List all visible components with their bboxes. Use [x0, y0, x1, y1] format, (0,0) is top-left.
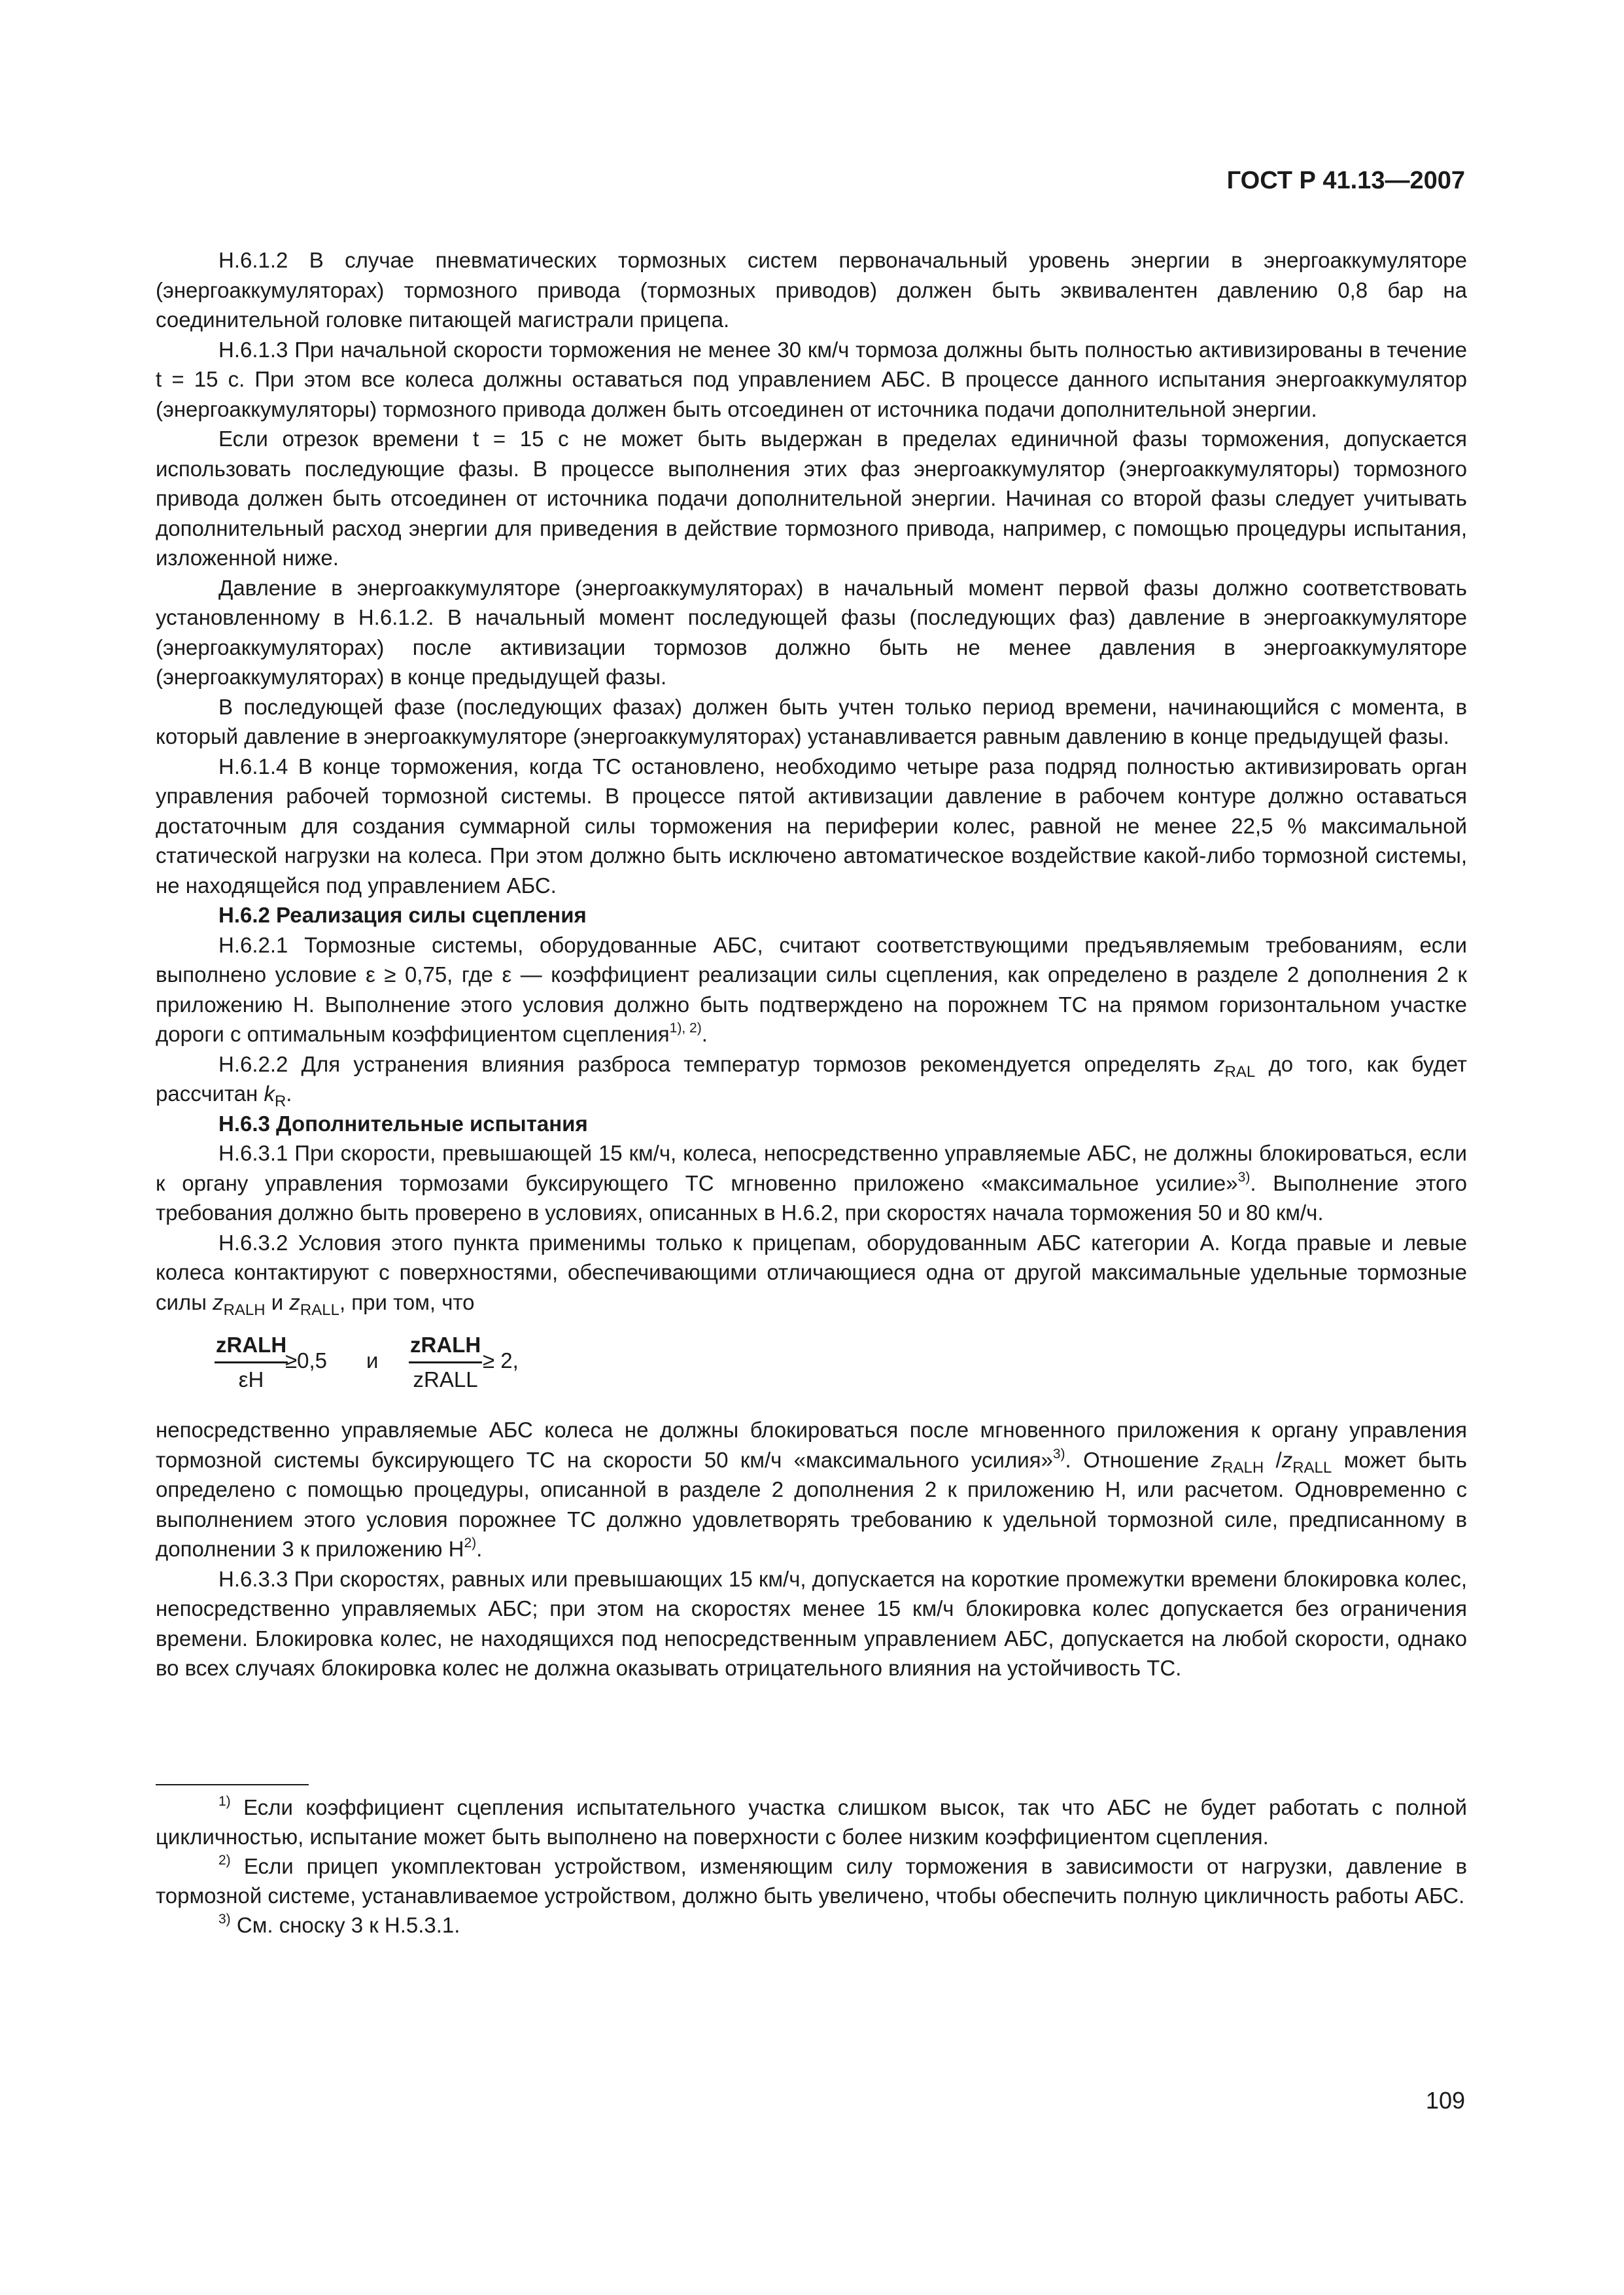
footnote-2 [156, 1851, 1467, 1910]
paragraph-pressure: Давление в энергоаккумуляторе (энергоаккумуляторах) в начальный момент первой фазы должно соответствовать установленному в Н.6.1.2. В начальный момент последующей фазы (последующих фаз) давление в энергоаккумуляторе (энергоаккумуляторах) после активизации тормозов должно быть не менее давления в энергоаккумуляторе (энергоаккумуляторах) в конце предыдущей фазы. [156, 575, 1467, 689]
h622-text-b: до того, как будет рассчитан [156, 1051, 1467, 1106]
var-k: k [264, 1081, 275, 1106]
paragraph-h613: Н.6.1.3 При начальной скорости торможения не менее 30 км/ч тормоза должны быть полностью активизированы в течение t = 15 с. При этом все колеса должны оставаться под управлением АБС. В процессе данного испытания энергоаккумулятор (энергоаккумуляторы) тормозного привода должен быть отсоединен от источника подачи дополнительной энергии. [156, 337, 1467, 421]
h622-text-a: Н.6.2.2 Для устранения влияния разброса температур тормозов рекомендуется определять [218, 1051, 1215, 1076]
var-z: z [1211, 1447, 1222, 1472]
footnote-1 [156, 1793, 1467, 1851]
sub-ralh: RALH [1222, 1458, 1264, 1477]
sub-rall: RALL [300, 1301, 339, 1319]
footnote-ref-2: 2) [464, 1535, 477, 1550]
var-z: z [289, 1289, 300, 1314]
sub-ral: RAL [1224, 1062, 1256, 1081]
paragraph-h622 [156, 1049, 1467, 1109]
sub-ralh: RALH [223, 1301, 266, 1319]
main-content [156, 245, 1467, 1683]
footnote-text: Если прицеп укомплектован устройством, изменяющим силу торможения в зависимости от нагрузки, давление в тормозной системе, устанавливаемое устройством, должно быть увеличено, чтобы обеспечить полную цикличность работы АБС. [156, 1854, 1467, 1908]
footnote-3 [156, 1910, 1467, 1940]
sub-rall: RALL [1292, 1458, 1332, 1477]
footnote-text: Если коэффициент сцепления испытательного участка слишком высок, так что АБС не будет работать с полной цикличностью, испытание может быть выполнено на поверхности с более низким коэффициентом сцепления. [156, 1795, 1467, 1849]
paragraph-h614: Н.6.1.4 В конце торможения, когда ТС остановлено, необходимо четыре раза подряд полностью активизировать орган управления рабочей тормозной системы. В процессе пятой активизации давление в рабочем контуре должно оставаться достаточным для создания суммарной силы торможения на периферии колес, равной не менее 22,5 % максимальной статической нагрузки на колеса. При этом должно быть исключено автоматическое воздействие какой-либо тормозной системы, не находящейся под управлением АБС. [156, 754, 1467, 898]
footnotes [156, 1793, 1467, 1940]
footnote-ref-1-2: 1), 2) [669, 1021, 702, 1036]
formula-and: и [366, 1348, 379, 1373]
footnote-separator [156, 1784, 309, 1785]
slash: / [1264, 1447, 1282, 1472]
section-heading-h62: Н.6.2 Реализация силы сцепления [218, 903, 587, 927]
period: . [476, 1537, 483, 1561]
fraction-1-denominator: εH [238, 1367, 264, 1392]
paragraph-h612: Н.6.1.2 В случае пневматических тормозных систем первоначальный уровень энергии в энергоаккумуляторе (энергоаккумуляторах) тормозного привода (тормозных приводов) должен быть эквивалентен давлению 0,8 бар на соединительной головке питающей магистрали прицепа. [156, 248, 1467, 332]
paragraph-time-segment: Если отрезок времени t = 15 с не может быть выдержан в пределах единичной фазы торможения, допускается использовать последующие фазы. В процессе выполнения этих фаз энергоаккумулятор (энергоаккумуляторы) тормозного привода должен быть отсоединен от источника подачи дополнительной энергии. Начиная со второй фазы следует учитывать дополнительный расход энергии для приведения в действие тормозного привода, например, с помощью процедуры испытания, изложенной ниже. [156, 427, 1467, 570]
relation-2: ≥ 2, [483, 1348, 519, 1373]
fraction-2-numerator: zRALH [409, 1330, 482, 1363]
footnote-mark: 3) [218, 1912, 231, 1927]
footnote-mark: 1) [218, 1794, 231, 1809]
footnote-ref-3: 3) [1052, 1446, 1065, 1462]
footnote-text: См. сноску 3 к Н.5.3.1. [230, 1913, 460, 1937]
section-heading-h63: Н.6.3 Дополнительные испытания [218, 1111, 588, 1136]
h632-text-b: , при том, что [339, 1289, 475, 1314]
h631-text-b: . Выполнение этого требования должно быть проверено в условиях, описанных в Н.6.2, при скоростях начала торможения 50 и 80 км/ч. [156, 1170, 1468, 1225]
fraction-1 [215, 1330, 288, 1394]
var-z: z [213, 1289, 224, 1314]
period: . [701, 1022, 708, 1046]
conj-and: и [265, 1289, 290, 1314]
fraction-2 [409, 1330, 482, 1394]
after-formula-b: . Отношение [1065, 1447, 1211, 1472]
footnote-mark: 2) [218, 1853, 231, 1868]
fraction-1-numerator: zRALH [215, 1330, 288, 1363]
var-z: z [1214, 1051, 1225, 1076]
paragraph-subsequent-phase: В последующей фазе (последующих фазах) должен быть учтен только период времени, начинающийся с момента, в который давление в энергоаккумуляторе (энергоаккумуляторах) устанавливается равным давлению в конце предыдущей фазы. [156, 694, 1467, 748]
page-number: 109 [1425, 2087, 1465, 2114]
paragraph-h632 [156, 1228, 1467, 1318]
formula-block [156, 1317, 1467, 1415]
paragraph-after-formula [156, 1415, 1467, 1564]
relation-1: ≥0,5 [285, 1348, 327, 1373]
after-formula-a: непосредственно управляемые АБС колеса не должны блокироваться после мгновенного приложения к органу управления тормозной системы буксирующего ТС на скорости 50 км/ч «максимального усилия» [156, 1418, 1467, 1472]
fraction-2-denominator: zRALL [413, 1367, 478, 1392]
h632-text: Н.6.3.2 Условия этого пункта применимы только к прицепам, оборудованным АБС категории А. Когда правые и левые колеса контактируют с поверхностями, обеспечивающими отличающиеся одна от другой максимальные удельные тормозные силы [156, 1230, 1467, 1314]
period: . [286, 1081, 292, 1106]
h631-text: Н.6.3.1 При скорости, превышающей 15 км/ч, колеса, непосредственно управляемые АБС, не должны блокироваться, если к органу управления тормозами буксирующего ТС мгновенно приложено «максимальное усилие» [156, 1141, 1467, 1195]
paragraph-h633: Н.6.3.3 При скоростях, равных или превышающих 15 км/ч, допускается на короткие промежутки времени блокировка колес, непосредственно управляемых АБС; при этом на скоростях менее 15 км/ч блокировка колес допускается без ограничения времени. Блокировка колес, не находящихся под непосредственным управлением АБС, допускается на любой скорости, однако во всех случаях блокировка колес не должна оказывать отрицательного влияния на устойчивость ТС. [156, 1566, 1467, 1680]
sub-r: R [274, 1093, 286, 1110]
h621-text: Н.6.2.1 Тормозные системы, оборудованные АБС, считают соответствующими предъявляемым требованиям, если выполнено условие ε ≥ 0,75, где ε — коэффициент реализации силы сцепления, как определено в разделе 2 дополнения 2 к приложению Н. Выполнение этого условия должно быть подтверждено на порожнем ТС на прямом горизонтальном участке дороги с оптимальным коэффициентом сцепления [156, 932, 1467, 1046]
after-formula-c: может быть определено с помощью процедуры, описанной в разделе 2 дополнения 2 к приложению Н, или расчетом. Одновременно с выполнением этого условия порожнее ТС должно удовлетворять требованию к удельной тормозной силе, предписанному в дополнении 3 к приложению Н [156, 1447, 1467, 1561]
paragraph-h631 [156, 1138, 1467, 1228]
paragraph-h621 [156, 930, 1467, 1049]
var-z: z [1281, 1447, 1293, 1472]
document-header: ГОСТ Р 41.13—2007 [1226, 167, 1465, 194]
footnote-ref-3: 3) [1237, 1169, 1251, 1185]
